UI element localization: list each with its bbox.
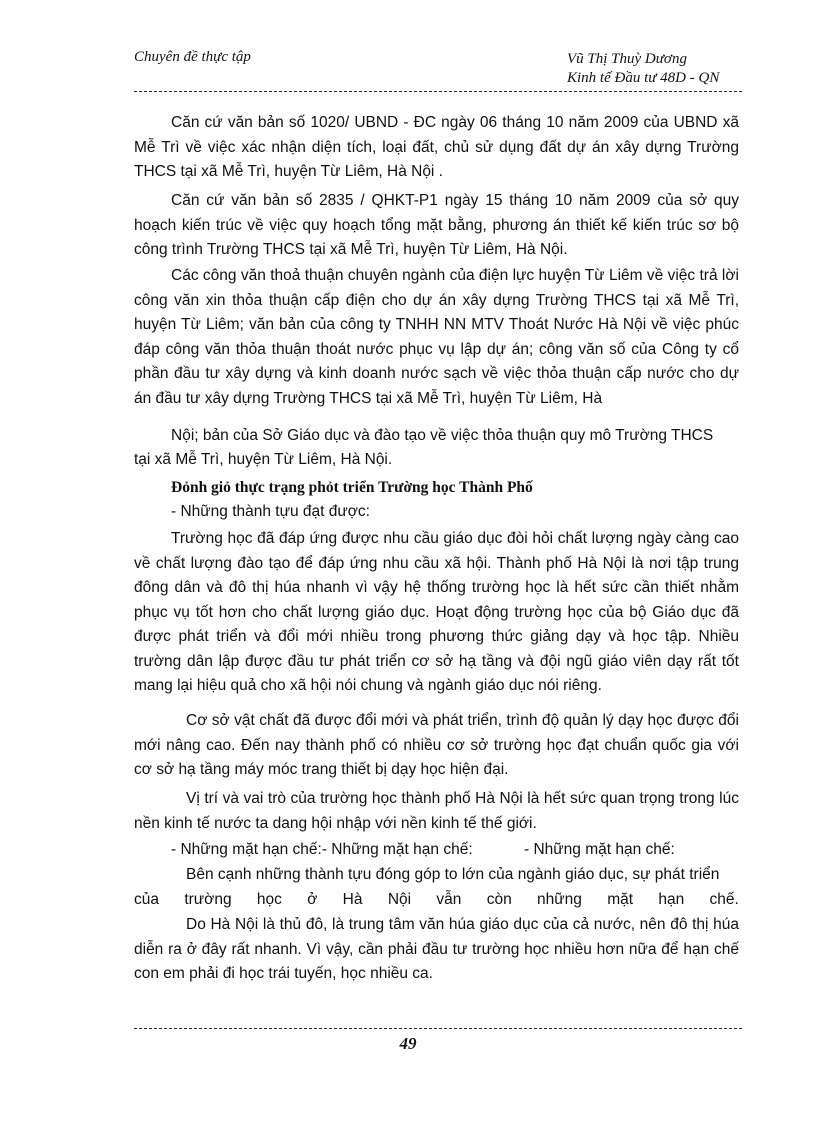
paragraph-3-continuation: Nội; bản của Sở Giáo dục và đào tạo về việc thỏa thuận quy mô Trường THCS bbox=[171, 427, 714, 444]
word: hạn bbox=[658, 891, 685, 908]
word: còn bbox=[486, 891, 512, 908]
section-heading: Đỏnh giỏ thực trạng phỏt triển Trường học Thành Phố bbox=[171, 479, 533, 496]
word: mặt bbox=[607, 891, 634, 908]
paragraph-5: Cơ sở vật chất đã được đổi mới và phát triển, trình độ quản lý dạy học được đổi mới nâng cao. Đến nay thành phố có nhiều cơ sở trường học đạt chuẩn quốc gia với cơ sở hạ tầng máy móc trang thiết bị dạy học hiện đại. bbox=[134, 712, 739, 778]
word: chế. bbox=[709, 891, 739, 908]
paragraph-1: Căn cứ văn bản số 1020/ UBND - ĐC ngày 06 tháng 10 năm 2009 của UBND xã Mễ Trì về việc xác nhận diện tích, loại đất, chủ sử dụng đất dự án xây dựng Trường THCS tại xã Mễ Trì, huyện Từ Liêm, Hà Nội . bbox=[134, 114, 739, 180]
paragraph-6: Vị trí và vai trò của trường học thành phố Hà Nội là hết sức quan trọng trong lúc nền kinh tế nước ta dang hội nhập với nền kinh tế thế giới. bbox=[134, 790, 739, 832]
paragraph-8: Do Hà Nội là thủ đô, là trung tâm văn húa giáo dục của cả nước, nên đô thị húa diễn ra ở đây rất nhanh. Vì vậy, cần phải đầu tư trường học nhiều hơn nữa để hạn chế con em phải đi học trái tuyến, học nhiều ca. bbox=[134, 916, 739, 982]
word: trường bbox=[184, 891, 232, 908]
page-number: 49 bbox=[399, 1034, 417, 1053]
paragraph-4: Trường học đã đáp ứng được nhu cầu giáo dục đòi hỏi chất lượng ngày càng cao về chất lượng đào tạo để đáp ứng nhu cầu xã hội. Thành phố Hà Nội là nơi tập trung đông dân và đô thị húa nhanh vì vậy hệ thống trường học là hết sức cần thiết nhằm phục vụ tốt hơn cho chất lượng giáo dục. Hoạt động trường học của bộ Giáo dục đã được phát triển và đổi mới nhiều trong phương thức giảng dạy và học tập. Nhiều trường dân lập được đầu tư phát triển cơ sở hạ tầng và đội ngũ giáo viên dạy rất tốt mang lại hiệu quả cho xã hội nói chung và ngành giáo dục nói riêng. bbox=[134, 530, 739, 694]
paragraph-7-line-2 bbox=[134, 888, 739, 913]
achievements-label: - Những thành tựu đạt được: bbox=[171, 503, 370, 520]
paragraph-2: Căn cứ văn bản số 2835 / QHKT-P1 ngày 15 tháng 10 năm 2009 của sở quy hoạch kiến trúc về việc quy hoạch tổng mặt bằng, phương án thiết kế kiến trúc sơ bộ công trình Trường THCS tại xã Mễ Trì, huyện Từ Liêm, Hà Nội. bbox=[134, 192, 739, 258]
word: Nội bbox=[387, 891, 412, 908]
word: của bbox=[134, 891, 159, 908]
footer-divider bbox=[134, 1028, 742, 1029]
paragraph-7-line-1: Bên cạnh những thành tựu đóng góp to lớn của ngành giáo dục, sự phát triển bbox=[186, 866, 720, 883]
header-author: Vũ Thị Thuỳ Dương bbox=[567, 51, 687, 67]
limitations-label-repeat: - Những mặt hạn chế: bbox=[524, 841, 675, 858]
word: vẫn bbox=[436, 891, 462, 908]
header-divider bbox=[134, 91, 742, 92]
limitations-label: - Những mặt hạn chế:- Những mặt hạn chế: bbox=[171, 841, 473, 858]
paragraph-3: Các công văn thoả thuận chuyên ngành của điện lực huyện Từ Liêm về việc trả lời công văn xin thỏa thuận cấp điện cho dự án xây dựng Trường THCS tại xã Mễ Trì, huyện Từ Liêm; văn bản của công ty TNHH NN MTV Thoát Nước Hà Nội về việc phúc đáp công văn thỏa thuận thoát nước phục vụ lập dự án; công văn số của Công ty cổ phần đầu tư xây dựng và kinh doanh nước sạch về việc thỏa thuận cấp nước cho dự án đầu tư xây dựng Trường THCS tại xã Mễ Trì, huyện Từ Liêm, Hà bbox=[134, 267, 739, 407]
word: học bbox=[256, 891, 282, 908]
paragraph-3-end: tại xã Mễ Trì, huyện Từ Liêm, Hà Nội. bbox=[134, 451, 393, 468]
word: ở bbox=[307, 891, 318, 908]
header-title-left: Chuyên đề thực tập bbox=[134, 49, 251, 65]
word: Hà bbox=[342, 891, 363, 908]
word: những bbox=[537, 891, 582, 908]
header-class: Kinh tế Đầu tư 48D - QN bbox=[567, 70, 720, 86]
